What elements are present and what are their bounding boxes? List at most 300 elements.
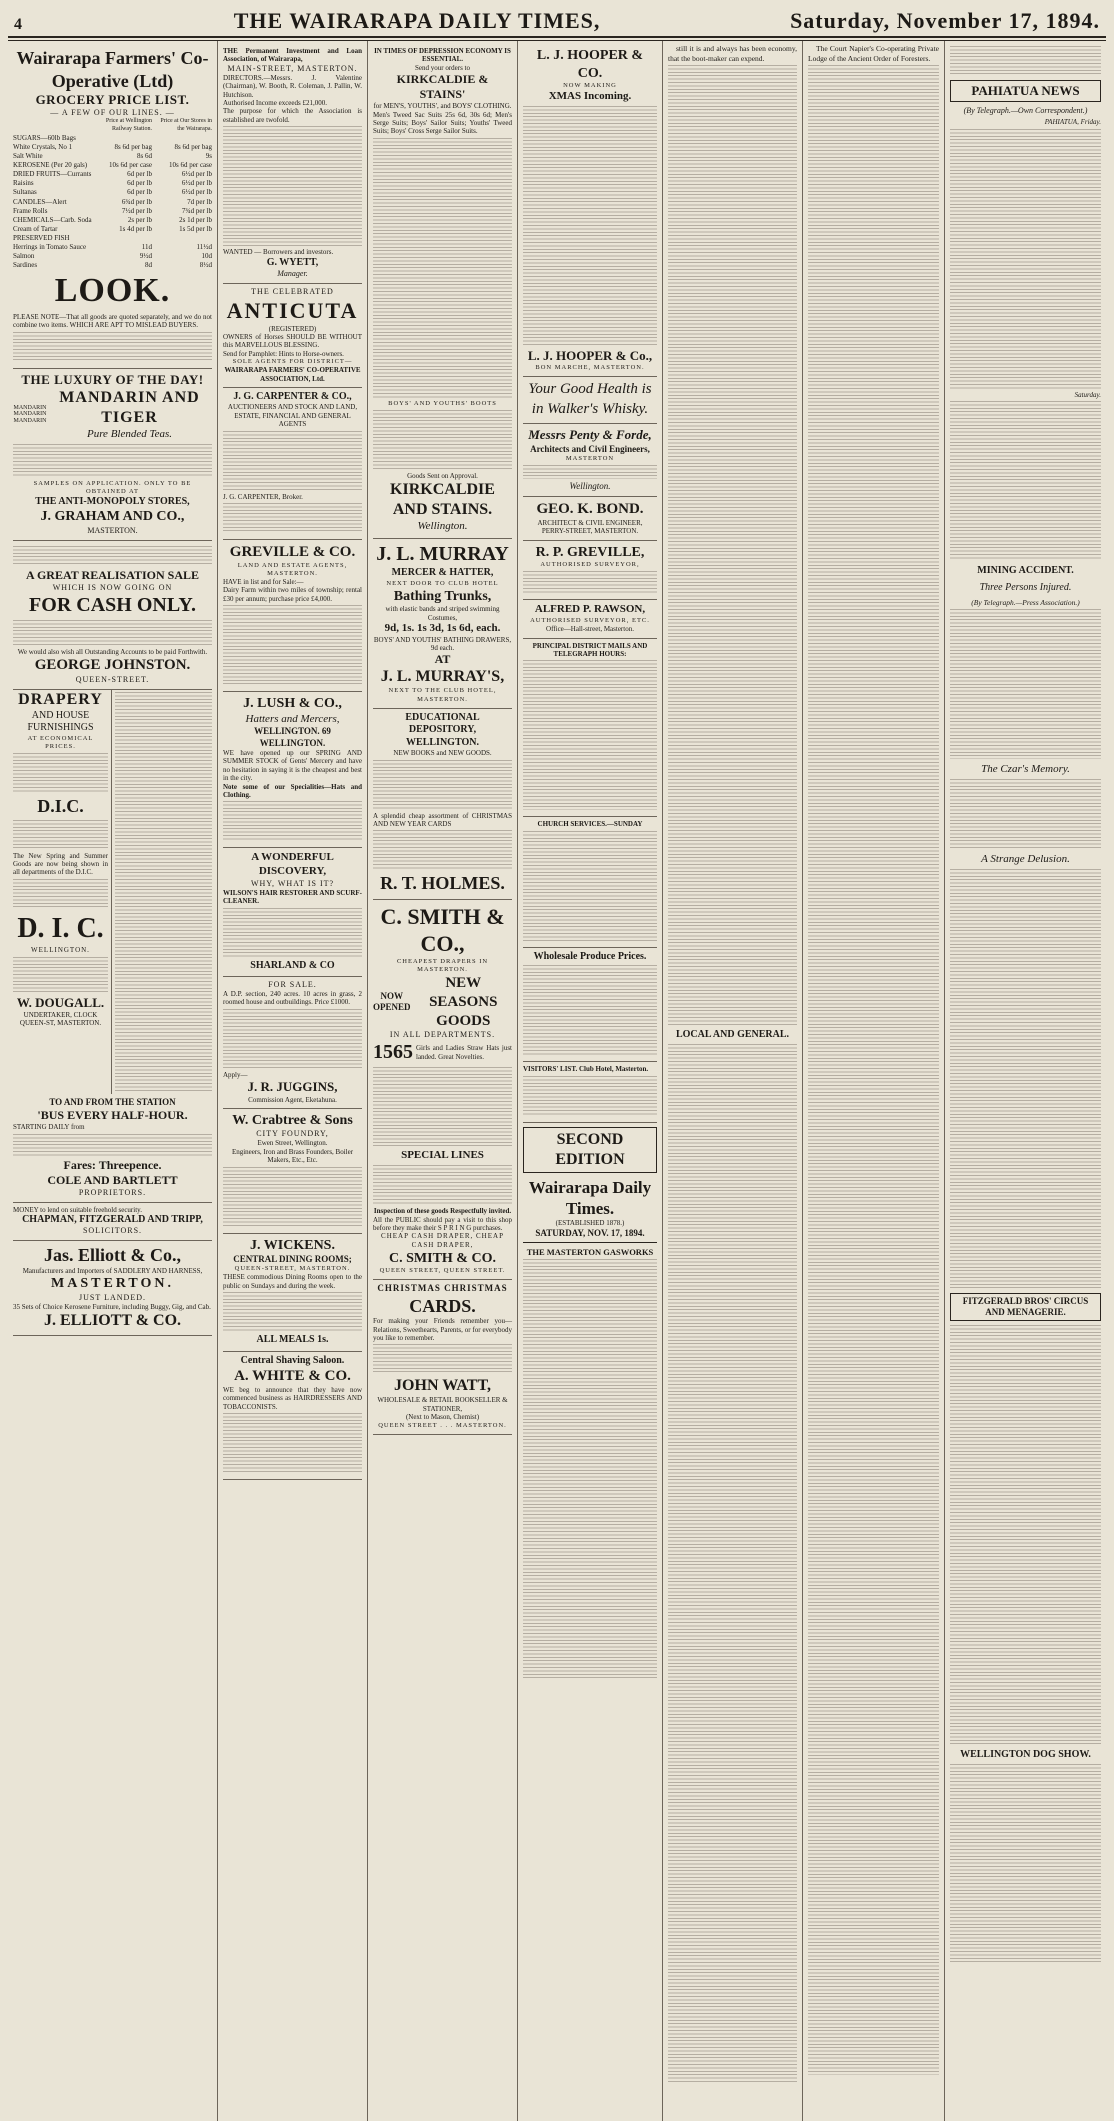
bus-title: TO AND FROM THE STATION: [49, 1096, 176, 1107]
church-notice: [523, 817, 657, 947]
luxury-title: THE LUXURY OF THE DAY!: [21, 371, 204, 387]
anticuta-text: OWNERS of Horses SHOULD BE WITHOUT this MARVELLOUS BLESSING.: [223, 332, 362, 350]
now-opened-row: [373, 974, 512, 1030]
dougall: W. DOUGALL.: [16, 994, 105, 1010]
carpenter-broker: J. G. CARPENTER, Broker.: [223, 492, 303, 501]
carpenter-title: J. G. CARPENTER & CO.,: [233, 390, 352, 402]
church-body: [523, 831, 657, 941]
cole-bartlett: COLE AND BARTLETT: [47, 1172, 178, 1187]
wonderful-body: [223, 908, 362, 958]
gasworks-body: [523, 1259, 657, 1679]
farmers-title: Wairarapa Farmers' Co-Operative (Ltd): [16, 48, 209, 91]
col7-top-body: [950, 46, 1101, 76]
visitors-list: VISITORS' LIST. Club Hotel, Masterton.: [523, 1065, 649, 1074]
price-trunks: with elastic bands and striped swimming Costumes,: [385, 605, 500, 622]
city-foundry: CITY FOUNDRY,: [256, 1129, 329, 1139]
price-stores: 9s: [205, 152, 212, 161]
price-row: [13, 134, 212, 143]
price-row: [13, 198, 212, 207]
loan-title: THE Permanent Investment and Loan Association, of Wairarapa,: [223, 47, 362, 64]
price-row: [13, 243, 212, 252]
depression-title: IN TIMES OF DEPRESSION ECONOMY IS ESSENTIAL.: [374, 47, 511, 64]
produce-notice: [523, 948, 657, 1063]
price-stores: 7d per lb: [187, 197, 212, 206]
christmas-ad: [373, 1280, 512, 1434]
press-association-1: (By Telegraph.—Press Association.): [971, 598, 1080, 608]
ewen-street: Ewen Street, Wellington.: [257, 1139, 328, 1148]
visitors-body: [523, 1076, 657, 1116]
price-row: [13, 143, 212, 152]
bon-marche: BON MARCHE, MASTERTON.: [535, 364, 645, 372]
all-meals: ALL MEALS 1s.: [256, 1334, 329, 1346]
wilsons: WILSON'S HAIR RESTORER AND SCURF-CLEANER.: [223, 888, 362, 906]
col6-body: [808, 65, 939, 2075]
column-7: [945, 41, 1106, 2121]
bus-ad: [13, 1094, 212, 1203]
kirkcaldie-body: [373, 138, 512, 398]
smith-ad: [373, 900, 512, 1281]
shaving-title: Central Shaving Saloon.: [240, 1354, 345, 1366]
murray-title-2: J. L. MURRAY'S,: [380, 668, 505, 686]
price-railway: 9½d: [139, 252, 152, 261]
rawson-title: ALFRED P. RAWSON,: [534, 603, 646, 616]
educational-body-2: [373, 830, 512, 870]
price-row: [13, 188, 212, 197]
now-making: NOW MAKING: [563, 82, 617, 89]
strange-body: [950, 869, 1101, 1289]
price-item: KEROSENE (Per 20 gals): [13, 161, 88, 170]
pahiatua-body: [950, 129, 1101, 389]
dic-body-2: [13, 879, 108, 909]
girls-hats: Girls and Ladies Straw Hats just landed. Great Novelties.: [416, 1044, 512, 1061]
sharland: SHARLAND & CO: [250, 959, 335, 971]
pahiatua-place: PAHIATUA, Friday.: [1044, 118, 1101, 127]
price-row: [13, 161, 212, 170]
architects: Architects and Civil Engineers,: [530, 443, 650, 454]
price-item: SUGARS—60lb Bags: [13, 133, 76, 142]
price-railway: 1s 4d per lb: [119, 224, 152, 233]
dic-title: D.I.C.: [37, 796, 84, 817]
shaving-text: WE beg to announce that they have now commenced business as HAIRDRESSERS AND TOBACCONISTS.: [223, 1385, 362, 1411]
goods-sent: Goods Sent on Approval.: [407, 471, 478, 480]
lush-title: J. LUSH & CO.,: [243, 696, 342, 712]
mandarin-sub: Pure Blended Teas.: [86, 427, 173, 440]
carpenter-ad: [223, 388, 362, 540]
elliott-place: MASTERTON.: [51, 1276, 174, 1292]
wickens-title: J. WICKENS.: [250, 1237, 335, 1253]
xmas: XMAS Incoming.: [548, 90, 632, 103]
murray-title: J. L. MURRAY: [376, 543, 509, 565]
juggins: J. R. JUGGINS,: [247, 1079, 338, 1095]
carpenter-body-2: [223, 503, 362, 533]
good-health: Your Good Health is in Walker's Whisky.: [528, 381, 652, 417]
price-stores: 1s 5d per lb: [179, 224, 212, 233]
column-1: [8, 41, 218, 2121]
dining-text: THESE commodious Dining Rooms open to the public on Sundays and during the week.: [223, 1273, 362, 1290]
special-announce-body: [115, 692, 212, 1092]
hooper-title: L. J. HOOPER & CO.: [536, 48, 644, 81]
anti-monopoly: THE ANTI-MONOPOLY STORES,: [35, 495, 190, 507]
greville-title: GREVILLE & CO.: [229, 544, 356, 561]
saturday-date: SATURDAY, NOV. 17, 1894.: [535, 1227, 645, 1238]
mandarin-title: MANDARIN AND TIGER: [59, 388, 200, 426]
column-5: [663, 41, 803, 2121]
established: (ESTABLISHED 1878.): [555, 1219, 625, 1228]
second-edition: SECOND EDITION: [523, 1127, 657, 1173]
price-item: Sardines: [13, 261, 38, 270]
dining-body: [223, 1292, 362, 1332]
john-watt: JOHN WATT,: [394, 1377, 491, 1395]
wellington-69: WELLINGTON. 69 WELLINGTON.: [254, 726, 331, 748]
look-text: PLEASE NOTE—That all goods are quoted separately, and we do not combine two items. WHICH ARE APT TO MISLEAD BUYERS.: [13, 312, 212, 330]
sole-agents: SOLE AGENTS FOR DISTRICT—: [232, 358, 353, 366]
next-mason: (Next to Mason, Chemist): [405, 1413, 480, 1422]
three-persons: Three Persons Injured.: [979, 581, 1072, 593]
boots-body: [373, 410, 512, 470]
price-item: Salmon: [13, 252, 35, 261]
purpose: The purpose for which the Association is established are twofold.: [223, 107, 362, 124]
price-stores: 2s 1d per lb: [179, 215, 212, 224]
dining-rooms: CENTRAL DINING ROOMS;: [233, 1254, 352, 1265]
special-lines: SPECIAL LINES: [401, 1149, 484, 1162]
kirkcaldie-stains: KIRKCALDIE AND STAINS.: [390, 481, 495, 519]
loan-ad: [223, 44, 362, 284]
kirkcaldie-ad: [373, 44, 512, 539]
look-title: LOOK.: [54, 272, 171, 310]
fitzgerald-body: [950, 1325, 1101, 1745]
penty-ad: [523, 424, 657, 497]
mails-notice: [523, 639, 657, 818]
price-railway: 11d: [141, 242, 152, 251]
price-railway: 10s 6d per case: [109, 161, 152, 170]
registered: (REGISTERED): [268, 324, 317, 333]
graham-place: MASTERTON.: [87, 525, 138, 535]
penty-masterton: MASTERTON: [565, 454, 615, 462]
price-stores: 6½d per lb: [181, 170, 212, 179]
price-stores: 6½d per lb: [181, 179, 212, 188]
manager-name: G. WYETT,: [266, 256, 319, 268]
realisation-ad: [13, 541, 212, 690]
paper-title: Wairarapa Daily Times.: [528, 1177, 652, 1218]
greville-place: MASTERTON.: [267, 569, 318, 577]
anticuta-title: ANTICUTA: [226, 298, 359, 324]
educational-title: EDUCATIONAL DEPOSITORY, WELLINGTON.: [405, 711, 480, 748]
wholesale-produce: Wholesale Produce Prices.: [533, 950, 647, 962]
dic-body-3: [13, 957, 108, 993]
for-sale-body: [223, 1009, 362, 1069]
greville-body: [223, 605, 362, 685]
price-list: [13, 134, 212, 270]
price-row: [13, 252, 212, 261]
grocery-title: GROCERY PRICE LIST.: [35, 92, 190, 107]
newspaper-title: THE WAIRARAPA DAILY TIMES,: [233, 8, 601, 33]
queen-masterton: QUEEN STREET . . . MASTERTON.: [378, 1421, 507, 1429]
elliott-title: Jas. Elliott & Co.,: [44, 1245, 181, 1266]
price-row: [13, 225, 212, 234]
mandarin-row: [13, 388, 212, 442]
holmes: R. T. HOLMES.: [380, 873, 505, 894]
lush-body: [223, 801, 362, 841]
col5-body-2: [668, 1044, 797, 2084]
greville-surveyor-ad: [523, 541, 657, 601]
subscribed: Authorised Income exceeds £21,000.: [223, 98, 327, 107]
dic-place: WELLINGTON.: [31, 945, 90, 954]
dog-show-heading: WELLINGTON DOG SHOW.: [960, 1749, 1091, 1761]
price-item: Raisins: [13, 179, 34, 188]
wholesale: WHOLESALE & RETAIL BOOKSELLER & STATIONER,: [377, 1396, 508, 1413]
crabtree-title: W. Crabtree & Sons: [232, 1112, 353, 1128]
price-header-railway: Price at Wellington Railway Station.: [105, 118, 152, 133]
anticuta-ad: [223, 284, 362, 388]
bathing-trunks: Bathing Trunks,: [393, 588, 492, 604]
kirkcaldie-place: Wellington.: [417, 520, 468, 533]
price-item: Herrings in Tomato Sauce: [13, 242, 87, 251]
masthead: [8, 4, 1106, 38]
now-opened: NOW OPENED: [373, 990, 411, 1013]
czar-heading: The Czar's Memory.: [981, 763, 1070, 776]
price-item: PRESERVED FISH: [13, 233, 70, 242]
starting-daily: STARTING DAILY from: [13, 1123, 85, 1132]
col5-intro: still it is and always has been economy, that the boot-maker can expend.: [668, 44, 797, 63]
blended: A splendid cheap assortment of CHRISTMAS AND NEW YEAR CARDS: [373, 811, 512, 828]
issue-date: Saturday, November 17, 1894.: [790, 8, 1100, 33]
price-railway: [92, 134, 152, 143]
rp-greville: R. P. GREVILLE,: [535, 544, 645, 560]
lush-ad: [223, 692, 362, 848]
price-railway: 8s 6d: [137, 152, 152, 161]
chapman: CHAPMAN, FITZGERALD AND TRIPP,: [22, 1213, 203, 1225]
price-row: [13, 261, 212, 270]
pahiatua-telegraph: (By Telegraph.—Own Correspondent.): [963, 106, 1088, 116]
col6-intro: The Court Napier's Co-operating Private Lodge of the Ancient Order of Foresters.: [808, 44, 939, 63]
mercer: MERCER & HATTER,: [391, 567, 494, 578]
elliott-ad: [13, 1241, 212, 1336]
price-row: [13, 170, 212, 179]
apply: Apply—: [223, 1070, 248, 1079]
money-text: MONEY to lend on suitable freehold security.: [13, 1205, 142, 1214]
price-stores: 8½d: [199, 261, 212, 270]
just-landed: JUST LANDED.: [79, 1292, 146, 1302]
column-4: [518, 41, 663, 2121]
principal-mails: PRINCIPAL DISTRICT MAILS AND TELEGRAPH HOURS:: [532, 641, 648, 658]
mandarin-side-2: MANDARIN: [13, 411, 47, 418]
few-lines: — A FEW OF OUR LINES. —: [50, 108, 175, 118]
pamphlet: Send for Pamphlet: Hints to Horse-owners.: [223, 349, 344, 358]
crabtree-body: [223, 1167, 362, 1227]
educational-body: [373, 760, 512, 810]
price-item: CANDLES—Alert: [13, 197, 67, 206]
new-books: NEW BOOKS and NEW GOODS.: [393, 749, 492, 758]
page-number: 4: [14, 16, 22, 33]
proprietors: PROPRIETORS.: [78, 1187, 147, 1197]
new-spring-text: The New Spring and Summer Goods are now being shown in all departments of the D.I.C.: [13, 851, 108, 877]
price-row: [13, 152, 212, 161]
hooper-ad: [523, 44, 657, 377]
czar-body: [950, 779, 1101, 849]
price-item: Sultanas: [13, 188, 37, 197]
price-railway: 6d per lb: [127, 179, 152, 188]
price-railway: 6d per lb: [127, 188, 152, 197]
note: Note some of our Specialities—Hats and Clothing.: [223, 782, 362, 799]
penty-body: [523, 465, 657, 479]
mining-heading: MINING ACCIDENT.: [977, 565, 1074, 577]
mens-clothing: for MEN'S, YOUTHS', and BOYS' CLOTHING.: [373, 102, 512, 111]
cash-only: FOR CASH ONLY.: [29, 593, 196, 616]
rawson-ad: [523, 600, 657, 638]
kirkcaldie-title: KIRKCALDIE & STAINS': [396, 72, 489, 102]
smith-title-2: C. SMITH & CO.: [389, 1250, 496, 1266]
prices: 9d, 1s. 1s 3d, 1s 6d, each.: [384, 621, 501, 634]
new-seasons: NEW SEASONS GOODS: [429, 975, 498, 1029]
bus-sub: 'BUS EVERY HALF-HOUR.: [37, 1108, 188, 1123]
fitzgerald-heading: FITZGERALD BROS' CIRCUS AND MENAGERIE.: [950, 1293, 1101, 1322]
kirkcaldie-list: Men's Tweed Sac Suits 25s 6d, 30s 6d; Men's Serge Suits; Boys' Sailor Suits; Youths' Tweed Suits; Boys' Cross Serge Sailor Suits.: [373, 110, 512, 136]
elliott-co: J. ELLIOTT & CO.: [43, 1312, 182, 1330]
main-street: MAIN-STREET, MASTERTON.: [227, 63, 358, 73]
loan-body: [223, 126, 362, 246]
educational-ad: [373, 709, 512, 900]
mandarin-side: [13, 405, 47, 425]
wickens-ad: [223, 1234, 362, 1352]
hatters: Hatters and Mercers,: [245, 712, 340, 725]
column-3: [368, 41, 518, 2121]
realisation-sub: WHICH IS NOW GOING ON: [52, 582, 173, 592]
drapery-body: [13, 753, 108, 793]
mandarin-side-1: MANDARIN: [13, 404, 47, 411]
price-stores: 8s 6d per bag: [174, 142, 212, 151]
number-1565: 1565: [373, 1041, 413, 1064]
dining-queen-st: QUEEN-STREET, MASTERTON.: [234, 1265, 351, 1273]
price-railway: 8s 6d per bag: [114, 142, 152, 151]
drapery-row: [13, 690, 212, 1094]
for-sale-title: FOR SALE.: [268, 980, 317, 990]
price-item: Cream of Tartar: [13, 224, 58, 233]
next-door: NEXT DOOR TO CLUB HOTEL: [386, 579, 499, 587]
wonderful-title: A WONDERFUL DISCOVERY,: [251, 851, 334, 878]
undertaker: UNDERTAKER, CLOCK QUEEN-ST, MASTERTON.: [19, 1010, 102, 1028]
bond-ad: [523, 497, 657, 541]
gasworks-heading: THE MASTERTON GASWORKS: [526, 1246, 654, 1257]
saturday-body: [950, 401, 1101, 561]
walker-ad: [523, 377, 657, 424]
price-stores: [152, 234, 212, 243]
mails-body: [523, 660, 657, 810]
dog-show-body: [950, 1764, 1101, 1964]
wanted: WANTED — Borrowers and investors.: [223, 248, 334, 257]
all-departments: IN ALL DEPARTMENTS.: [389, 1030, 496, 1040]
visitors-notice: [523, 1062, 657, 1122]
price-stores: 11½d: [196, 242, 212, 251]
bathing-suits: BOYS' AND YOUTHS' BATHING DRAWERS, 9d each.: [373, 635, 512, 653]
smith-body: [373, 1067, 512, 1147]
mandarin-ad: [13, 369, 212, 541]
price-stores: 10s 6d per case: [169, 161, 212, 170]
price-item: Frame Rolls: [13, 206, 48, 215]
rawson-office: Office—Hall-street, Masterton.: [546, 625, 634, 634]
price-railway: 6¾d per lb: [121, 197, 152, 206]
white-co: A. WHITE & CO.: [234, 1368, 351, 1385]
send-order: Send your orders to: [414, 63, 471, 72]
wonderful-ad: [223, 848, 362, 977]
money-ad: [13, 1203, 212, 1242]
outstanding: We would also wish all Outstanding Accounts to be paid Forthwith.: [17, 647, 208, 656]
cards: CARDS.: [409, 1295, 476, 1316]
price-railway: 8d: [145, 261, 152, 270]
bond-title: GEO. K. BOND.: [536, 501, 644, 518]
col5-body: [668, 65, 797, 1025]
price-item: DRIED FRUITS—Currants: [13, 170, 92, 179]
queen-street: QUEEN-STREET.: [75, 674, 150, 684]
george-johnston: GEORGE JOHNSTON.: [34, 657, 191, 674]
solicitors: SOLICITORS.: [82, 1226, 143, 1236]
realisation-body: [13, 620, 212, 646]
price-header-stores: Price at Our Stores in the Wairarapa.: [160, 118, 212, 133]
wfca: WAIRARAPA FARMERS' CO-OPERATIVE ASSOCIATION, Ltd.: [224, 366, 361, 383]
editorial-masthead: [523, 1177, 657, 1243]
saturday-label: Saturday.: [1074, 390, 1101, 399]
price-item: CHEMICALS—Carb. Soda: [13, 215, 92, 224]
price-stores: 6½d per lb: [181, 188, 212, 197]
greville-ad: [223, 540, 362, 692]
samples-text: SAMPLES ON APPLICATION. ONLY TO BE OBTAINED AT: [33, 479, 192, 495]
at: AT: [434, 652, 451, 667]
all-public: All the PUBLIC should pay a visit to this shop before they make their S P R I N G purchases.: [373, 1215, 512, 1232]
pahiatua-heading: PAHIATUA NEWS: [950, 80, 1101, 102]
engineers: Engineers, Iron and Brass Founders, Boiler Makers, Etc., Etc.: [231, 1147, 354, 1165]
dic-body: [13, 820, 108, 850]
choice-text: 35 Sets of Choice Kerosene Furniture, including Buggy, Gig, and Cab.: [13, 1302, 211, 1311]
price-item: Salt White: [13, 152, 43, 161]
hooper-body: [523, 106, 657, 346]
carpenter-body: [223, 431, 362, 491]
price-row: [13, 234, 212, 243]
look-body: [13, 332, 212, 362]
price-stores: [152, 134, 212, 143]
price-railway: 6d per lb: [127, 170, 152, 179]
acres-text: A D.P. section, 240 acres. 10 acres in grass, 2 roomed house and outbuildings. Price £1000.: [223, 990, 362, 1007]
shaving-ad: [223, 1352, 362, 1480]
realisation-title: A GREAT REALISATION SALE: [25, 567, 200, 582]
columns: [8, 40, 1106, 2121]
architect: ARCHITECT & CIVIL ENGINEER,: [537, 518, 643, 527]
celebrated: THE CELEBRATED: [251, 287, 334, 297]
drapery-title: DRAPERY: [18, 690, 103, 708]
dairy-farm: Dairy Farm within two miles of township; rental £30 per annum; purchase price £4,000.: [223, 586, 362, 603]
price-row: [13, 216, 212, 225]
crabtree-ad: [223, 1109, 362, 1234]
mandarin-body: [13, 444, 212, 478]
inspection: Inspection of these goods Respectfully invited.: [373, 1207, 512, 1216]
manager-title: Manager.: [277, 269, 308, 279]
penty-wellington: Wellington.: [569, 480, 611, 491]
auth-surveyor: AUTHORISED SURVEYOR,: [540, 561, 640, 569]
strange-heading: A Strange Delusion.: [981, 853, 1070, 866]
smith-body-2: [373, 1165, 512, 1205]
elliott-sub: Manufacturers and Importers of SADDLERY AND HARNESS,: [22, 1266, 203, 1275]
girls-row: [373, 1040, 512, 1065]
boots-title: BOYS' AND YOUTHS' BOOTS: [388, 399, 497, 407]
price-item: White Crystals, No 1: [13, 142, 73, 151]
auctioneers: AUCTIONEERS AND STOCK AND LAND, ESTATE, FINANCIAL AND GENERAL AGENTS: [227, 403, 358, 429]
shaving-body: [223, 1413, 362, 1473]
why-what: WHY, WHAT IS IT?: [250, 878, 335, 888]
have-for-sale: HAVE in list and for Sale:—: [223, 578, 304, 587]
queen-street-3: QUEEN STREET, QUEEN STREET.: [379, 1267, 506, 1275]
commission: Commission Agent, Eketahuna.: [248, 1095, 337, 1104]
price-railway: [92, 234, 152, 243]
christmas: CHRISTMAS CHRISTMAS: [377, 1283, 508, 1294]
dic-big: D. I. C.: [17, 912, 104, 944]
